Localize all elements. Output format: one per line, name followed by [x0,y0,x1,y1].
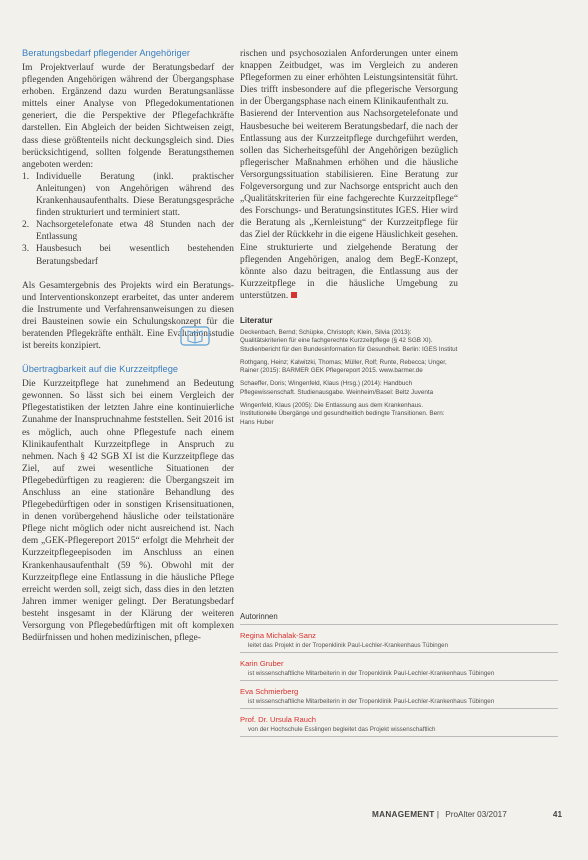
list-item [22,243,234,267]
list-text: Hausbesuch bei wesentlich bestehenden Beratungsbedarf [36,244,234,267]
author-name: Eva Schmierberg [240,687,299,696]
authors-box [240,612,558,737]
paragraph: Als Gesamtergebnis des Projekts wird ein Beratungs- und Interventionskonzept erarbeitet, das unter anderem die Instrumente und Verfahrensanweisungen zu diesen drei Bausteinen sowie ein Schulungskonzept für die beratenden Pflegekräfte enthält. Eine Evaluationsstudie ist bereits konzipiert. [22,280,234,352]
literature-item: Schaeffer, Doris; Wingenfeld, Klaus (Hrsg.) (2014): Handbuch Pflegewissenschaft. Studienausgabe. Weinheim/Basel: Beltz Juventa [240,380,434,396]
literature-item: Rothgang, Heinz; Kalwitzki, Thomas; Müller, Rolf; Runte, Rebecca; Unger, Rainer (2015): BARMER GEK Pflegereport 2015. www.barmer.de [240,358,447,375]
list-number: 2. [22,220,30,231]
footer-separator: | [436,810,440,819]
author-description: von der Hochschule Esslingen begleitet das Projekt wissenschaftlich [240,724,558,737]
paragraph-text: Basierend der Intervention aus Nachsorgetelefonate und Hausbesuche bei weiterem Beratungsbedarf, die nach der Entlassung aus der Kurzzeitpflege durchgeführt werden, sollen das Sicherheitsgefühl der Angehörigen bezüglich pflegerischer Maßnahmen erhöhen und die häusliche Versorgungssituation stabilisieren. Eine Beratung zur Folgeversorgung und zur Nachsorge entspricht auch den „Qualitätskriterien für eine fachgerechte Kurzzeitpflege“ des Forschungs- und Beratungsinstitutes IGES. Hier wird die Beratung als „Kernleistung“ der Kurzzeitpflege für das Ziel der Rückkehr in die eigene Häuslichkeit gesehen. Eine strukturierte und zielgehende Beratung der pflegenden Angehörigen, analog dem BegE-Konzept, könnte also dazu beitragen, die Entlassung aus der Kurzzeitpflege in die häusliche Umgebung zu unterstützen. [240,109,458,301]
literature-title: Literatur [240,315,273,325]
paragraph: Im Projektverlauf wurde der Beratungsbedarf der pflegenden Angehörigen während der Übergangsphase erhoben. Ergänzend dazu wurden Beratungsanlässe mittels einer Analyse von Pflegedokumentationen generiert, die die Perspektive der Pflegefachkräfte darstellen. Ein Abgleich der beiden Sichtweisen zeigt, dass diese größtenteils nicht deckungsgleich sind. Dies berücksichtigend, sollten folgende Beratungsthemen angeboten werden: [22,63,234,170]
end-mark-icon [291,292,297,298]
paragraph [240,108,458,302]
numbered-list [22,171,234,268]
paragraph: rischen und psychosozialen Anforderungen unter einem knappen Zeitbudget, was im Vergleich zu anderen Pflegeformen zu einer erhöhten Leistungsintensität führt. Dies trifft insbesondere auf die pflegerische Versorgung in der Übergangsphase nach einem Klinikaufenthalt zu. [240,49,458,108]
author-description: leitet das Projekt in der Tropenklinik Paul-Lechler-Krankenhaus Tübingen [240,640,558,653]
section-heading-beratungsbedarf: Beratungsbedarf pflegender Angehöriger [22,48,190,58]
list-text: Individuelle Beratung (inkl. praktischer Anleitungen) von Angehörigen während des Krankenhausaufenthalts. Diese Beratungsgespräche finden strukturiert und terminiert statt. [36,171,234,219]
list-number: 3. [22,244,30,255]
author-description: ist wissenschaftliche Mitarbeiterin in der Tropenklinik Paul-Lechler-Krankenhaus Tübingen [240,668,558,681]
footer-section: MANAGEMENT [372,810,435,819]
list-number: 1. [22,171,30,182]
author-name: Regina Michalak-Sanz [240,631,316,640]
list-item [22,219,234,243]
spacer [22,352,234,364]
footer-issue: ProAlter 03/2017 [445,810,507,819]
authors-title: Autorinnen [240,612,558,625]
list-item [22,171,234,219]
paragraph: Die Kurzzeitpflege hat zunehmend an Bedeutung gewonnen. So lässt sich bei einem Vergleich der Pflegestatistiken der letzten Jahre eine kontinuierliche Zunahme der Inanspruchnahme feststellen. Seit 2016 ist es möglich, auch ohne Pflegestufe nach einem Klinikaufenthalt Kurzzeitpflege in Anspruch zu nehmen. Nach § 42 SGB XI ist die Kurzzeitpflege das Ziel, auf zwei wesentliche Situationen der Pflegebedürftigen zu reagieren: die Übergangszeit im Anschluss an eine stationäre Behandlung des Pflegebedürftigen oder in sonstigen Krisensituationen, in denen vorübergehend häusliche oder teilstationäre Pflege nicht möglich oder nicht ausreichend ist. Nach dem „GEK-Pflegereport 2015“ erfolgt die Mehrheit der Kurzzeitpflegeepisoden im Anschluss an einen Krankenhausaufenthalt (59 %). Obwohl mit der Kurzzeitpflege eine Entlassung in die häusliche Pflege erreicht werden soll, zeigt sich, dass dies in den letzten Jahren immer weniger gelingt. Der Beratungsbedarf besteht insgesamt in der Klärung der weiteren Versorgung von Pflegebedürftigen mit oft komplexen Bedürfnissen und hohen medizinischen, pflege- [22,379,234,644]
book-icon [180,326,210,346]
author-name: Prof. Dr. Ursula Rauch [240,715,316,724]
literature-item: Wingenfeld, Klaus (2005): Die Entlassung aus dem Krankenhaus. Institutionelle Übergänge und gesundheitlich bedingte Transitionen. Bern: Hans Huber [240,402,445,426]
author-name: Karin Gruber [240,659,284,668]
left-column [22,48,234,644]
page-footer [372,810,562,819]
right-column [240,48,458,432]
spacer [22,268,234,280]
literature-item: Deckenbach, Bernd; Schüpke, Christoph; Klein, Silvia (2013): Qualitätskriterien für eine fachgerechte Kurzzeitpflege (§ 42 SGB XI). Studienbericht für den Bundesinformation für Gesundheit. Berlin: IGES Institut [240,328,458,353]
list-text: Nachsorgetelefonate etwa 48 Stunden nach der Entlassung [36,220,234,243]
page-number: 41 [552,810,562,819]
section-heading-kurzzeitpflege: Übertragbarkeit auf die Kurzzeitpflege [22,364,179,375]
author-description: ist wissenschaftliche Mitarbeiterin in der Tropenklinik Paul-Lechler-Krankenhaus Tübingen [240,696,558,709]
